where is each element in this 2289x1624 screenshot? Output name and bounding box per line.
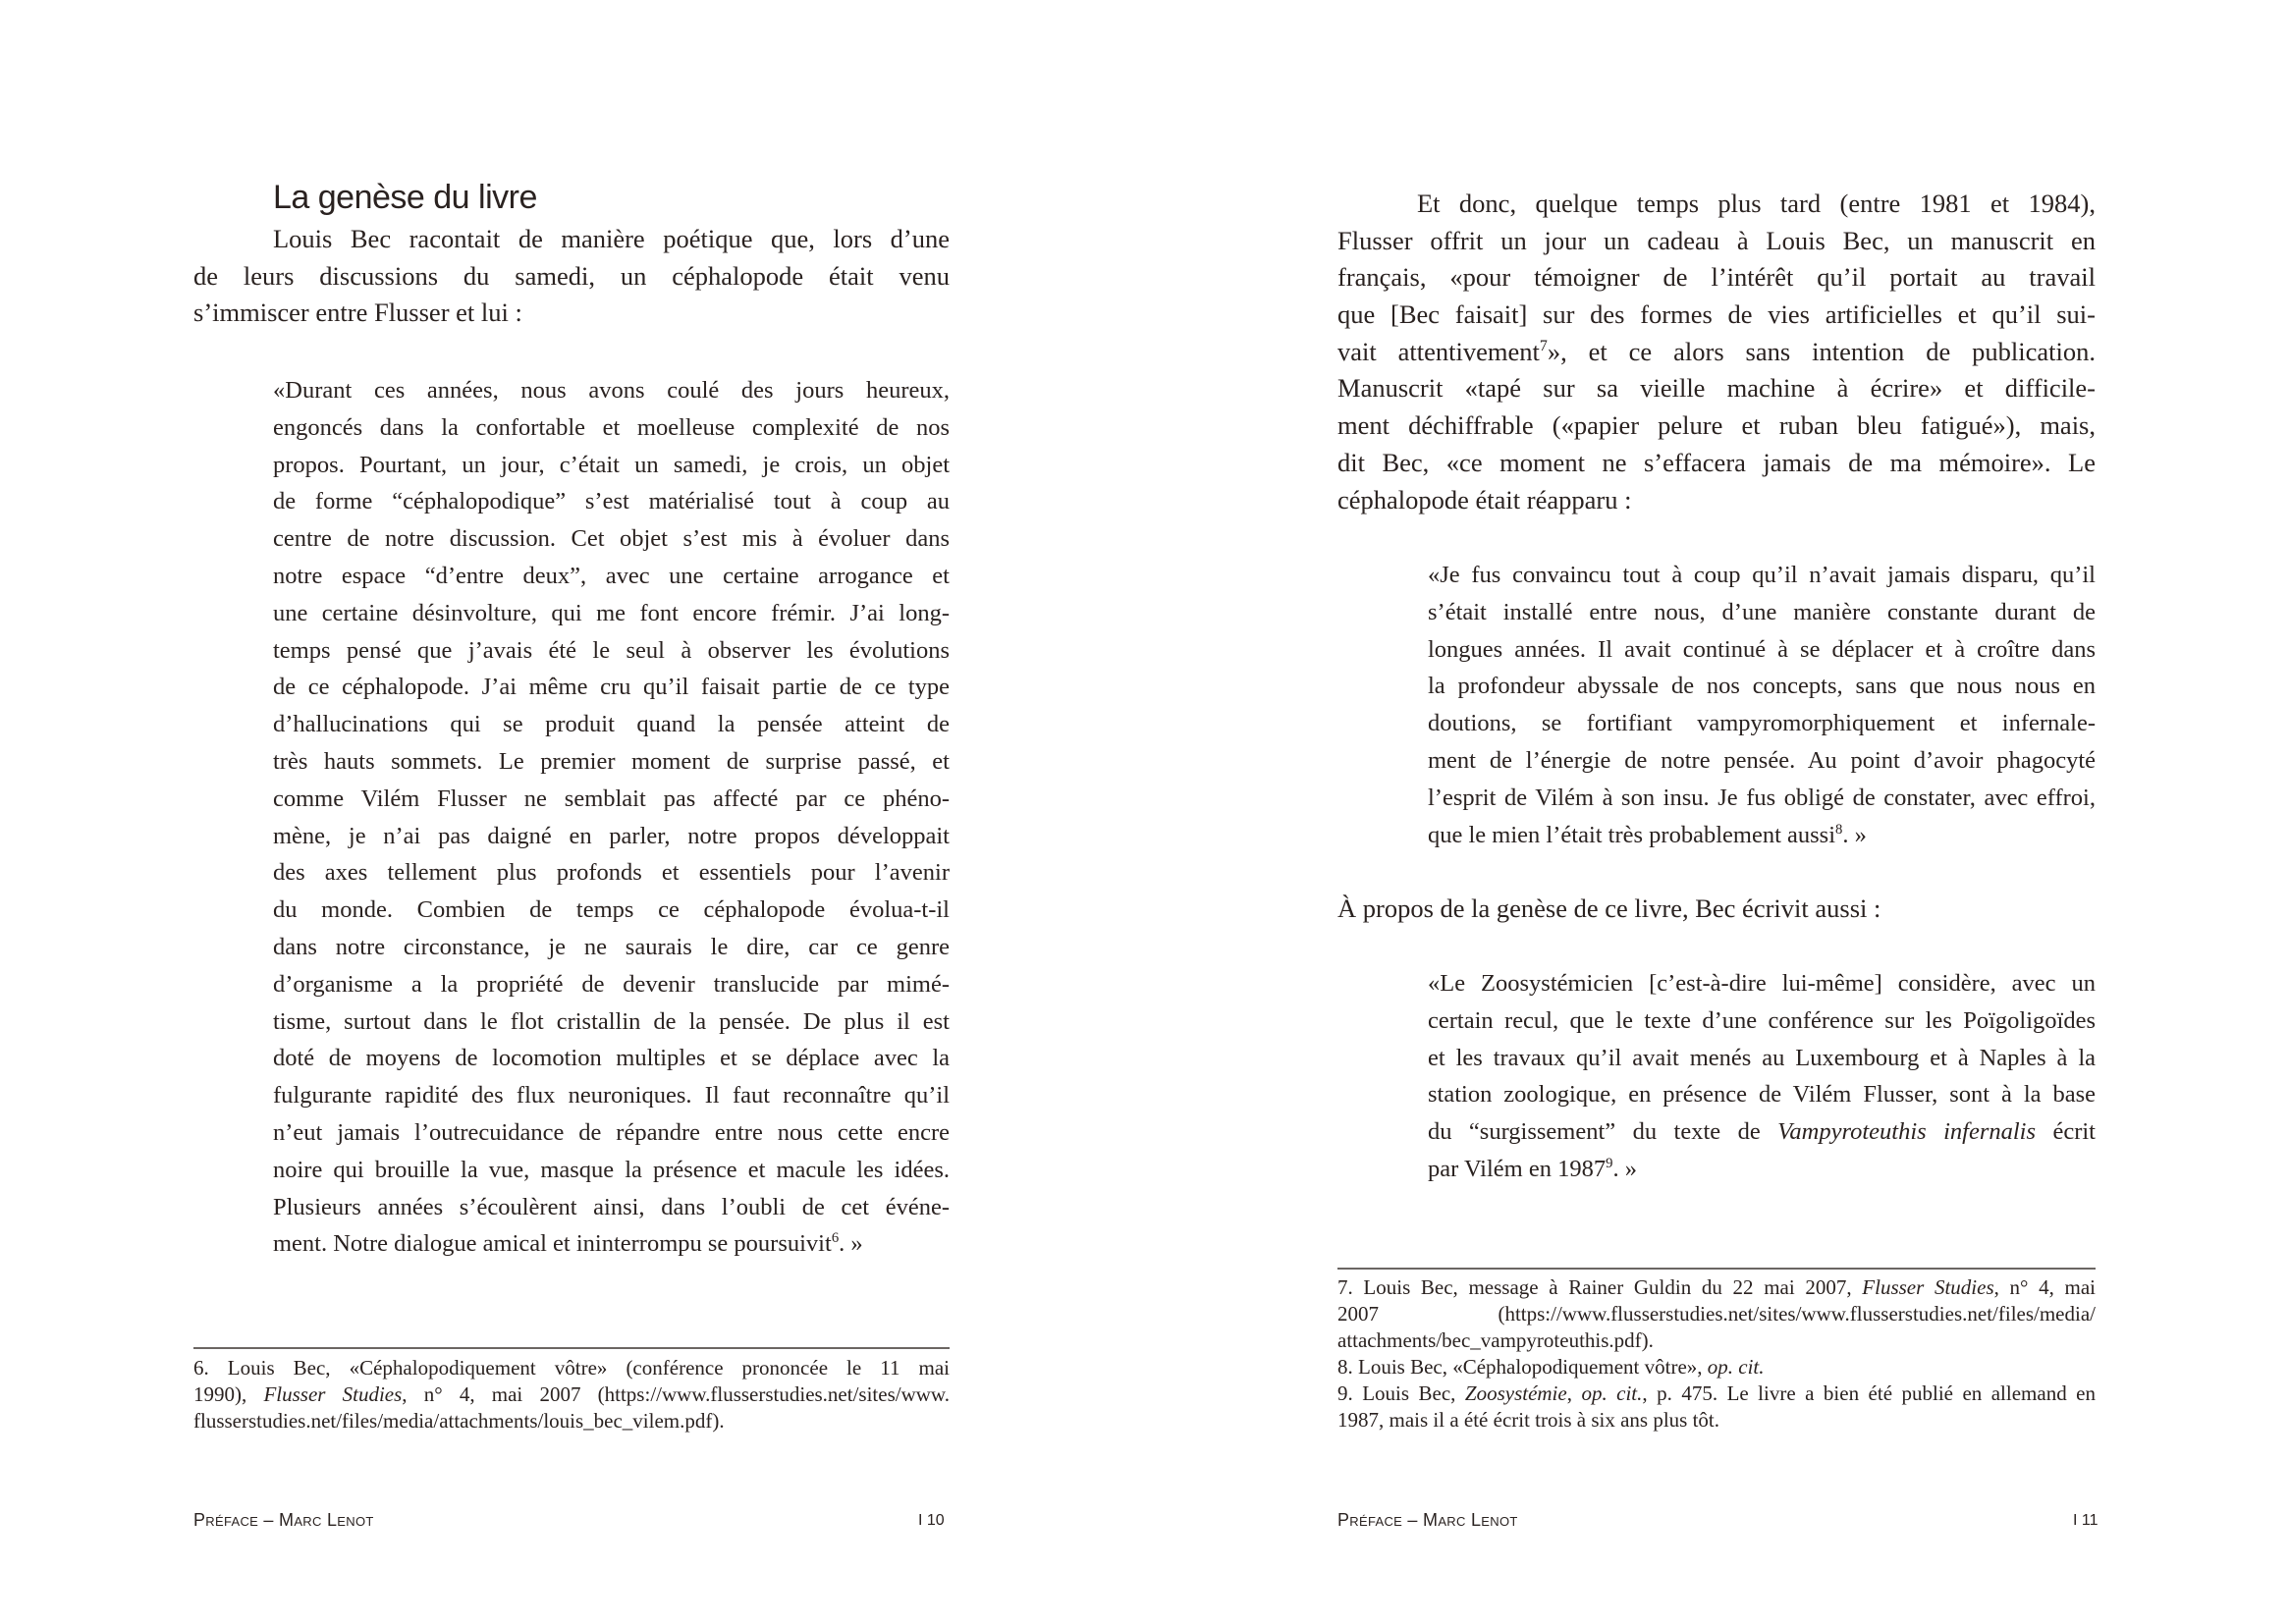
quote-line: propos. Pourtant, un jour, c’était un samedi, je crois, un objet	[273, 451, 950, 478]
quote-line: d’organisme a la propriété de devenir translucide par mimé-	[273, 970, 950, 998]
footnote-8-line: 8. Louis Bec, «Céphalopodiquement vôtre», op. cit.	[1337, 1355, 1765, 1379]
running-head: Préface – Marc Lenot	[193, 1510, 374, 1530]
text-line: de leurs discussions du samedi, un céphalopode était venu	[193, 260, 950, 291]
footnotes	[1337, 1274, 2096, 1434]
footnote-6-line: flusserstudies.net/files/media/attachments/louis_bec_vilem.pdf).	[193, 1409, 725, 1433]
text-line: ment déchiffrable («papier pelure et ruban bleu fatigué»), mais,	[1337, 410, 2096, 441]
intro-paragraph	[193, 221, 950, 332]
quote-line: centre de notre discussion. Cet objet s’est mis à évoluer dans	[273, 525, 950, 553]
quote-line: d’hallucinations qui se produit quand la pensée atteint de	[273, 711, 950, 738]
quote-line: ment. Notre dialogue amical et ininterrompu se poursuivit$^6$. »	[273, 1230, 863, 1258]
left-page	[0, 0, 1144, 1624]
quote-line: noire qui brouille la vue, masque la présence et macule les idées.	[273, 1156, 950, 1183]
footnote-7-line: 7. Louis Bec, message à Rainer Guldin du 22 mai 2007, Flusser Studies, n° 4, mai	[1337, 1275, 2097, 1299]
quote-line: mène, je n’ai pas daigné en parler, notre propos développait	[273, 822, 950, 849]
quote-line: que le mien l’était très probablement aussi$^8$. »	[1428, 821, 1867, 848]
text-line: Manuscrit «tapé sur sa vieille machine à écrire» et difficile-	[1337, 373, 2096, 404]
quote-line: ment de l’énergie de notre pensée. Au point d’avoir phagocyté	[1428, 746, 2096, 774]
text-line: dit Bec, «ce moment ne s’effacera jamais de ma mémoire». Le	[1337, 447, 2096, 477]
quote-line: et les travaux qu’il avait menés au Luxembourg et à Naples à la	[1428, 1044, 2096, 1071]
text-line: céphalopode était réapparu :	[1337, 484, 1632, 514]
text-line: Louis Bec racontait de manière poétique que, lors d’une	[273, 224, 950, 253]
text-line: À propos de la genèse de ce livre, Bec écrivit aussi :	[1337, 893, 1881, 923]
quote-line: s’était installé entre nous, d’une manière constante durant de	[1428, 598, 2096, 625]
quote-line: «Je fus convaincu tout à coup qu’il n’avait jamais disparu, qu’il	[1428, 562, 2096, 588]
quote-line: temps pensé que j’avais été le seul à observer les évolutions	[273, 636, 950, 664]
footnote-rule	[193, 1347, 950, 1349]
quote-line: «Le Zoosystémicien [c’est-à-dire lui-même] considère, avec un	[1428, 970, 2096, 997]
block-quote-1	[1428, 557, 2096, 853]
quote-line: doutions, se fortifiant vampyromorphiquement et infernale-	[1428, 710, 2096, 737]
quote-line: longues années. Il avait continué à se déplacer et à croître dans	[1428, 635, 2096, 663]
quote-line: de forme “céphalopodique” s’est matérialisé tout à coup au	[273, 488, 950, 515]
quote-line: station zoologique, en présence de Vilém Flusser, sont à la base	[1428, 1081, 2096, 1109]
footnote-7-line: 2007 (https://www.flusserstudies.net/sites/www.flusserstudies.net/files/media/	[1337, 1302, 2096, 1326]
text-line: vait attentivement$^7$», et ce alors sans intention de publication.	[1337, 336, 2097, 366]
paragraph-1	[1337, 186, 2096, 518]
footnote-rule	[1337, 1268, 2096, 1270]
text-line: Et donc, quelque temps plus tard (entre 1981 et 1984),	[1417, 189, 2096, 218]
footnote-ref-9[interactable]: 9	[1606, 1155, 1613, 1171]
quote-line: Plusieurs années s’écoulèrent ainsi, dans l’oubli de cet événe-	[273, 1193, 950, 1220]
quote-line: tisme, surtout dans le flot cristallin de la pensée. De plus il est	[273, 1007, 950, 1035]
quote-line: certain recul, que le texte d’une conférence sur les Poïgoligoïdes	[1428, 1006, 2096, 1034]
quote-line: notre espace “d’entre deux”, avec une certaine arrogance et	[273, 562, 950, 589]
quote-line: «Durant ces années, nous avons coulé des jours heureux,	[273, 377, 950, 404]
footnote-ref-6[interactable]: 6	[831, 1230, 840, 1247]
quote-line: du “surgissement” du texte de Vampyroteuthis infernalis écrit	[1428, 1118, 2096, 1146]
text-line: que [Bec faisait] sur des formes de vies artificielles et qu’il sui-	[1337, 299, 2096, 330]
quote-line: très hauts sommets. Le premier moment de surprise passé, et	[273, 747, 950, 775]
block-quote-2	[1428, 965, 2096, 1188]
page-number: I 11	[2073, 1512, 2098, 1529]
text-line: Flusser offrit un jour un cadeau à Louis Bec, un manuscrit en	[1337, 225, 2096, 255]
footnote-6-line: 1990), Flusser Studies, n° 4, mai 2007 (https://www.flusserstudies.net/sites/www.	[193, 1382, 950, 1406]
quote-line: des axes tellement plus profonds et essentiels pour l’avenir	[273, 859, 950, 887]
quote-line: une certaine désinvolture, qui me font encore frémir. J’ai long-	[273, 599, 950, 626]
quote-line: engoncés dans la confortable et moelleuse complexité de nos	[273, 413, 950, 441]
footnote-ref-8[interactable]: 8	[1835, 821, 1843, 838]
quote-line: l’esprit de Vilém à son insu. Je fus obligé de constater, avec effroi,	[1428, 784, 2096, 811]
text-line: s’immiscer entre Flusser et lui :	[193, 298, 522, 328]
quote-line: par Vilém en 1987$^9$. »	[1428, 1155, 1637, 1182]
quote-line: n’eut jamais l’outrecuidance de répandre entre nous cette encre	[273, 1118, 950, 1146]
paragraph-2	[1337, 891, 2096, 928]
quote-line: de ce céphalopode. J’ai même cru qu’il faisait partie de ce type	[273, 674, 950, 701]
quote-line: fulgurante rapidité des flux neuroniques. Il faut reconnaître qu’il	[273, 1082, 950, 1110]
footnote-7-line: attachments/bec_vampyroteuthis.pdf).	[1337, 1328, 1654, 1352]
footnote-9-line: 1987, mais il a été écrit trois à six ans plus tôt.	[1337, 1408, 1720, 1432]
footnote-9-line: 9. Louis Bec, Zoosystémie, op. cit., p. 475. Le livre a bien été publié en allemand en	[1337, 1381, 2096, 1405]
quote-line: comme Vilém Flusser ne semblait pas affecté par ce phéno-	[273, 785, 950, 812]
book-title: Vampyroteuthis infernalis	[1777, 1118, 2037, 1146]
footnote-ref-7[interactable]: 7	[1539, 337, 1548, 354]
footnotes	[193, 1355, 950, 1435]
quote-line: la profondeur abyssale de nos concepts, sans que nous nous en	[1428, 673, 2096, 700]
quote-line: doté de moyens de locomotion multiples et se déplace avec la	[273, 1045, 950, 1072]
right-page	[1145, 0, 2289, 1624]
section-heading: La genèse du livre	[273, 179, 537, 216]
quote-line: du monde. Combien de temps ce céphalopode évolua-t-il	[273, 896, 950, 924]
text-line: français, «pour témoigner de l’intérêt qu’il portait au travail	[1337, 262, 2096, 293]
quote-line: dans notre circonstance, je ne saurais le dire, car ce genre	[273, 933, 950, 960]
footnote-6-line: 6. Louis Bec, «Céphalopodiquement vôtre» (conférence prononcée le 11 mai	[193, 1356, 950, 1380]
running-head: Préface – Marc Lenot	[1337, 1510, 1518, 1530]
page-number: I 10	[918, 1512, 945, 1529]
block-quote	[273, 372, 950, 1263]
